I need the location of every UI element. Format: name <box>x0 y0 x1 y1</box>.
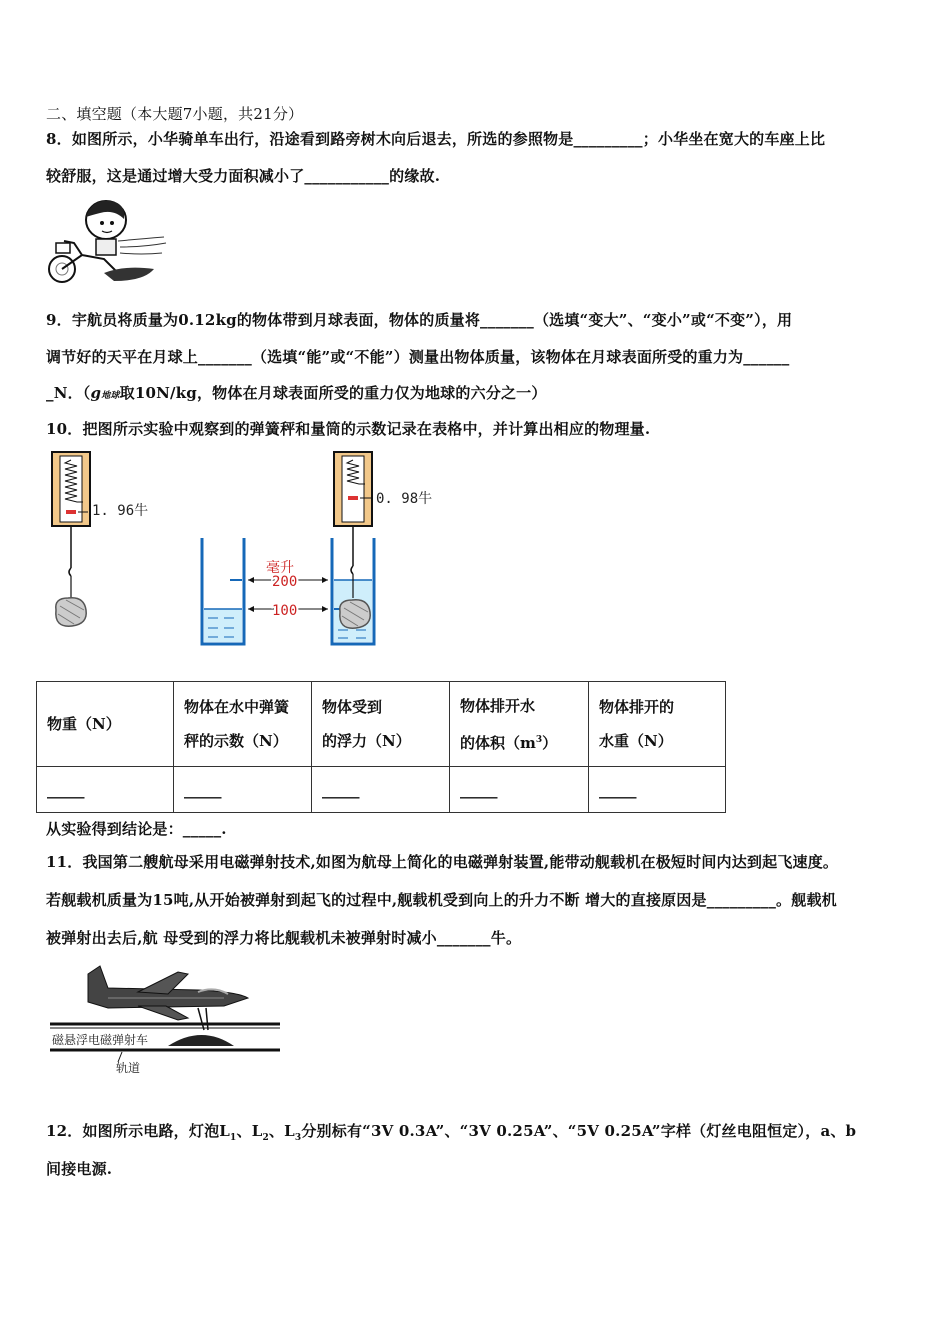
data-table <box>36 681 726 813</box>
reading-2-text: 0. 98牛 <box>376 491 433 507</box>
unit-text: 毫升 <box>266 560 294 576</box>
q12-line1: 12．如图所示电路，灯泡$L_1$、$L_2$、$L_3$分别标有“3V 0.3A”、“3V 0.25A”、“5V 0.25A”字样（灯丝电阻恒定），a、b <box>46 1122 857 1143</box>
table-header-row <box>37 682 726 767</box>
mark-200-text: 200 <box>272 574 298 590</box>
q9-g-subscript: 地球 <box>101 391 120 401</box>
q9-line3-a: _N．（ <box>46 384 91 402</box>
jet-catapult-figure <box>48 962 284 1076</box>
q9-g-symbol: g <box>90 384 102 402</box>
q12-line2: 间接电源. <box>46 1160 113 1178</box>
q9-line3-b: 取10N/kg，物体在月球表面所受的重力仅为地球的六分之一） <box>119 384 547 402</box>
reading-1-text: 1. 96牛 <box>92 503 149 519</box>
q11-line3: 被弹射出去后,航 母受到的浮力将比舰载机未被弹射时减小_______牛。 <box>46 929 522 947</box>
answer-blank[interactable]: _____ <box>589 767 726 813</box>
q10-conclusion: 从实验得到结论是：_____. <box>46 820 227 838</box>
q9-line2: 调节好的天平在月球上_______（选填“能”或“不能”）测量出物体质量，该物体在月球表面所受的重力为______ <box>46 348 790 366</box>
catapult-car-label: 磁悬浮电磁弹射车 <box>52 1033 149 1047</box>
q11-line2: 若舰载机质量为15吨,从开始被弹射到起飞的过程中,舰载机受到向上的升力不断 增大的直接原因是_________。舰载机 <box>46 891 837 909</box>
header-volume: 物体排开水 的体积$(m^3)$ <box>450 682 589 767</box>
q9-line1: 9．宇航员将质量为0.12kg的物体带到月球表面，物体的质量将_______（选填“变大”、“变小”或“不变”），用 <box>46 311 793 329</box>
spring-scale-cylinder-figure <box>44 448 450 648</box>
header-buoyancy: 物体受到 的浮力（N） <box>312 682 450 767</box>
answer-blank[interactable]: _____ <box>312 767 450 813</box>
header-weight: 物重（N） <box>37 682 174 767</box>
mark-100-text: 100 <box>272 603 298 619</box>
header-scale-reading: 物体在水中弹簧 秤的示数（N） <box>174 682 312 767</box>
header-water-weight: 物体排开的 水重（N） <box>589 682 726 767</box>
track-label: 轨道 <box>116 1061 141 1075</box>
q10-line1: 10．把图所示实验中观察到的弹簧秤和量筒的示数记录在表格中，并计算出相应的物理量. <box>46 420 651 438</box>
section-title: 二、填空题（本大题7小题，共21分） <box>46 105 304 123</box>
q8-line1: 8．如图所示，小华骑单车出行，沿途看到路旁树木向后退去，所选的参照物是_________；小华坐在宽大的车座上比 <box>46 130 826 148</box>
q11-line1: 11．我国第二艘航母采用电磁弹射技术,如图为航母上简化的电磁弹射装置,能带动舰载机在极短时间内达到起飞速度。 <box>46 853 839 871</box>
answer-blank[interactable]: _____ <box>450 767 589 813</box>
table-row <box>37 767 726 813</box>
q9-line3 <box>46 382 547 403</box>
answer-blank[interactable]: _____ <box>37 767 174 813</box>
q8-line2: 较舒服，这是通过增大受力面积减小了___________的缘故. <box>46 167 441 185</box>
answer-blank[interactable]: _____ <box>174 767 312 813</box>
bicycle-rider-figure <box>44 195 169 287</box>
